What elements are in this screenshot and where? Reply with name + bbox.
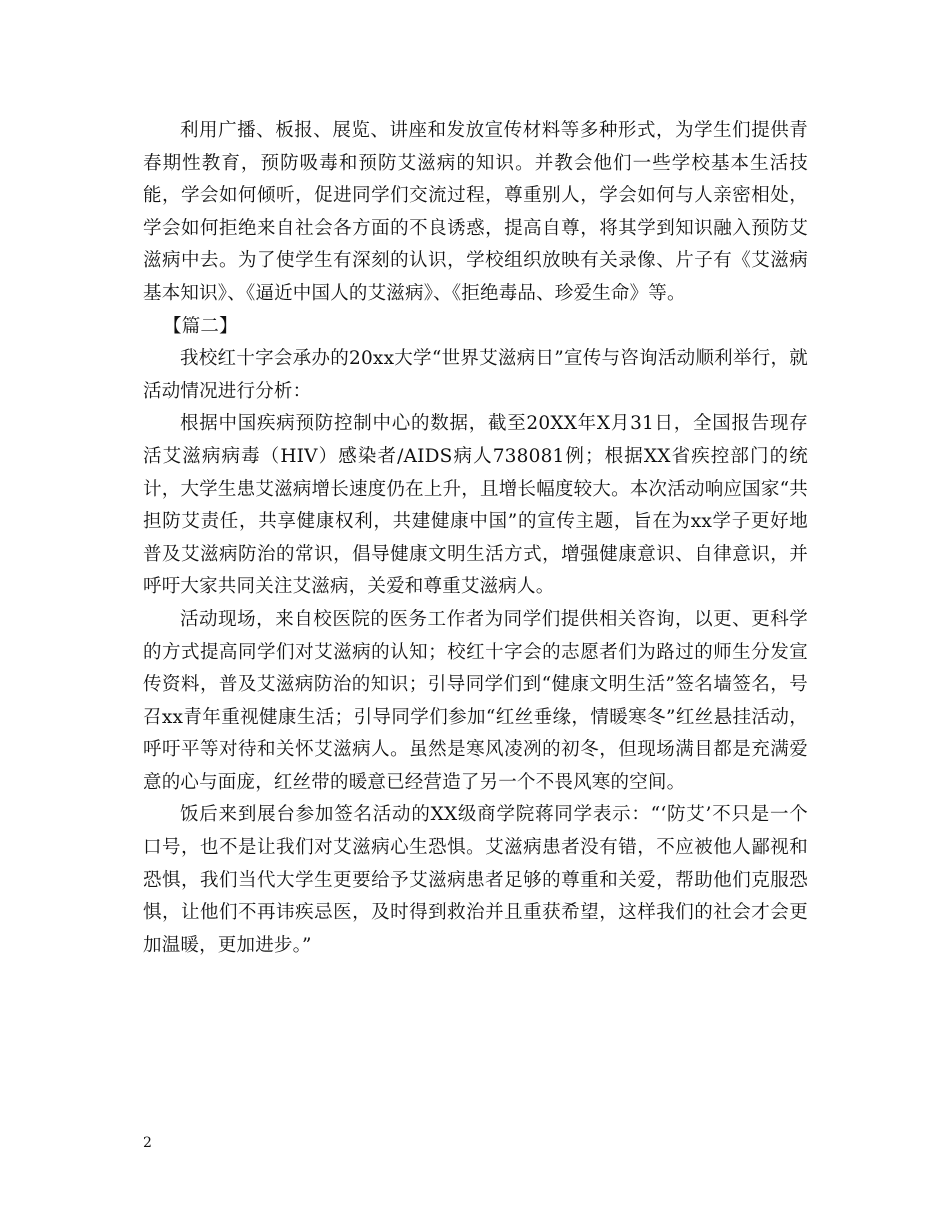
paragraph-statistics: 根据中国疾病预防控制中心的数据，截至20XX年X月31日，全国报告现存活艾滋病病毒（HIV）感染者/AIDS病人738081例；根据XX省疾控部门的统计，大学生患艾滋病增长速度仍在上升，且增长幅度较大。本次活动响应国家“共担防艾责任，共享健康权利，共建健康中国”的宣传主题，旨在为xx学子更好地普及艾滋病防治的常识，倡导健康文明生活方式，增强健康意识、自律意识，并呼吁大家共同关注艾滋病，关爱和尊重艾滋病人。 — [143, 413, 808, 598]
paragraph-education-forms: 利用广播、板报、展览、讲座和发放宣传材料等多种形式，为学生们提供青春期性教育，预防吸毒和预防艾滋病的知识。并教会他们一些学校基本生活技能，学会如何倾听，促进同学们交流过程，尊重别人，学会如何与人亲密相处，学会如何拒绝来自社会各方面的不良诱惑，提高自尊，将其学到知识融入预防艾滋病中去。为了使学生有深刻的认识，学校组织放映有关录像、片子有《艾滋病基本知识》、《逼近中国人的艾滋病》、《拒绝毒品、珍爱生命》等。 — [143, 120, 808, 304]
page-number: 2 — [143, 1135, 152, 1151]
paragraph-event-scene: 活动现场，来自校医院的医务工作者为同学们提供相关咨询，以更、更科学的方式提高同学们对艾滋病的认知；校红十字会的志愿者们为路过的师生分发宣传资料，普及艾滋病防治的知识；引导同学们到“健康文明生活”签名墙签名，号召xx青年重视健康生活；引导同学们参加“红丝垂缘，情暖寒冬”红丝悬挂活动，呼吁平等对待和关怀艾滋病人。虽然是寒风凌冽的初冬，但现场满目都是充满爱意的心与面庞，红丝带的暖意已经营造了另一个不畏风寒的空间。 — [143, 608, 808, 793]
document-body — [143, 115, 808, 962]
paragraph-student-quote: 饭后来到展台参加签名活动的XX级商学院蒋同学表示：“‘防艾’不只是一个口号，也不是让我们对艾滋病心生恐惧。艾滋病患者没有错，不应被他人鄙视和恐惧，我们当代大学生更要给予艾滋病患者足够的尊重和关爱，帮助他们克服恐惧，让他们不再讳疾忌医，及时得到救治并且重获希望，这样我们的社会才会更加温暖，更加进步。” — [143, 804, 808, 956]
paragraph-event-intro: 我校红十字会承办的20xx大学“世界艾滋病日”宣传与咨询活动顺利举行，就活动情况进行分析： — [143, 348, 808, 402]
section-heading-part-two: 【篇二】 — [163, 315, 238, 337]
